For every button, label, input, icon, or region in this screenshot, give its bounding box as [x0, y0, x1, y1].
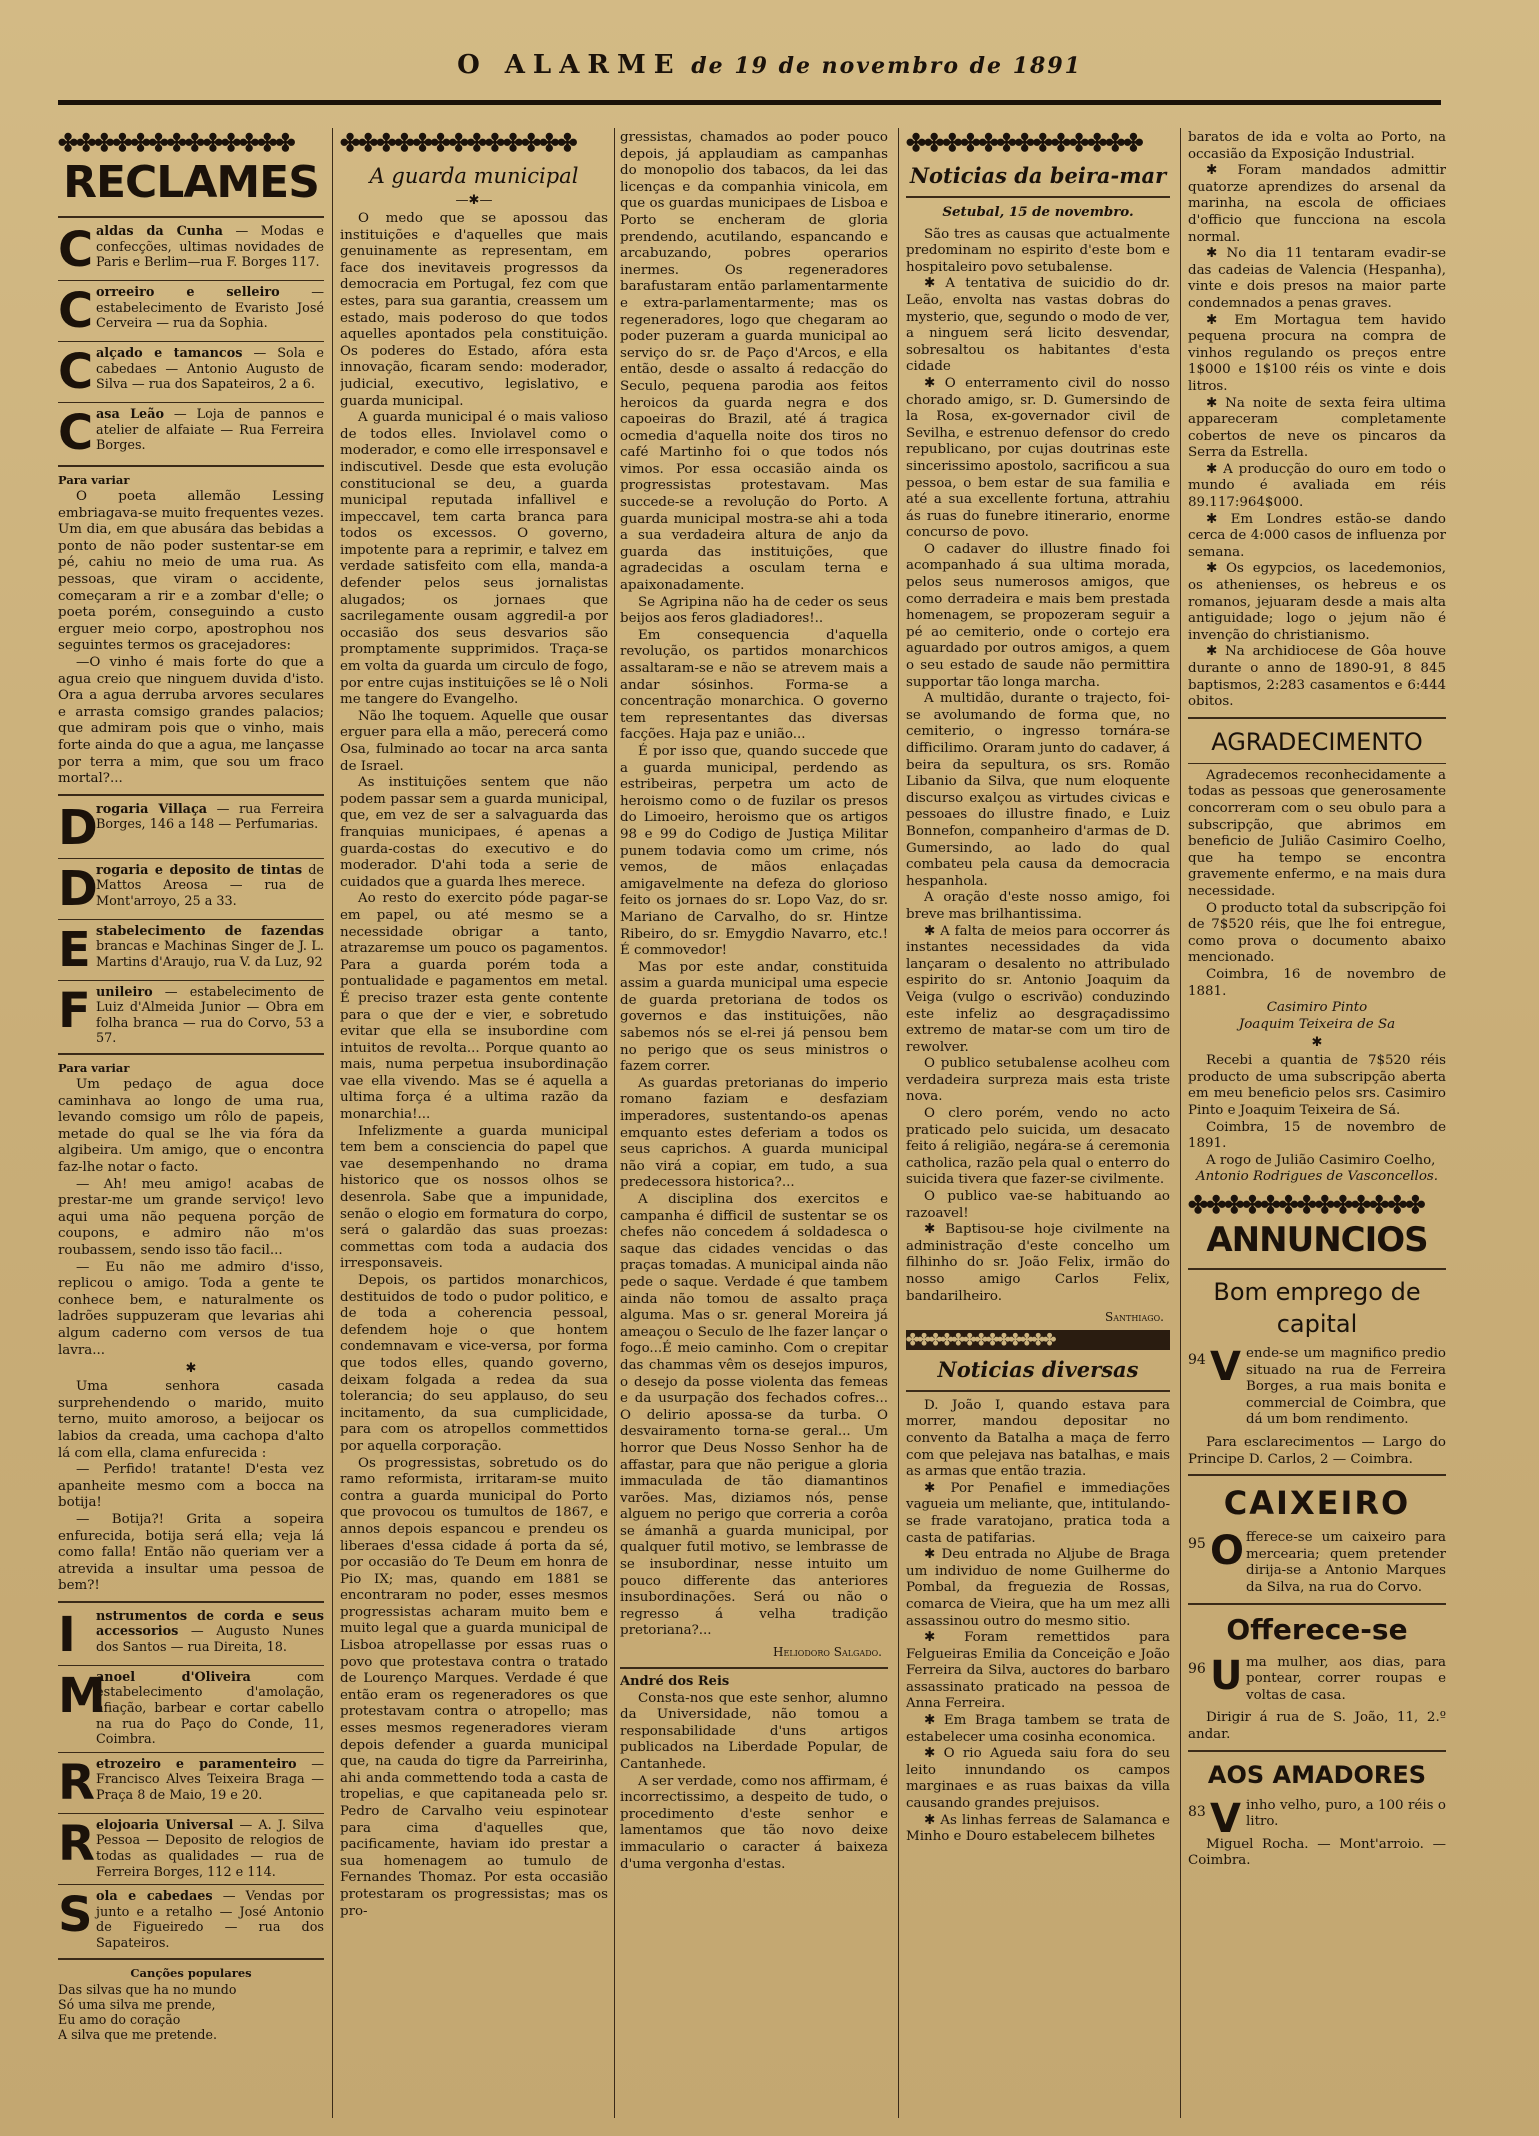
- andre-dos-reis-heading: André dos Reis: [620, 1673, 730, 1689]
- article-paragraph: O medo que se apossou das instituições e d'aquelles que mais genuinamente as representam, em face dos inevitaveis progressos da democracia em Portugal, fez com que estes, para sua garantia, creassem um estado, mais poderoso do que todos aquelles apontados pela constituição. Os poderes do Estado, afóra esta innovação, ficaram sendo: moderador, judicial, executivo, legislativo, e guarda municipal.: [340, 211, 608, 409]
- news-paragraph: ✱ Em Braga tambem se trata de estabelecer uma cosinha economica.: [906, 1713, 1170, 1745]
- masthead-date: de 19 de novembro de 1891: [691, 53, 1082, 79]
- article-paragraph: A guarda municipal é o mais valioso de todos elles. Inviolavel como o moderador, e como elle irresponsavel e indiscutivel. Desde que esta evolução constitucional se deu, a guarda municipal reputada infallivel e impeccavel, tem carta branca para todos os excessos. O governo, impotente para a reprimir, e talvez em verdade satisfeito com ella, manda-a defender pelos seus jornalistas alugados; os jornaes que sacrilegamente ousam aggredil-a por occasião dos seus desvarios são promptamente supprimidos. Traça-se em volta da guarda um circulo de fogo, por entre cujas instituições se lê o Noli me tangere do Evangelho.: [340, 410, 608, 708]
- ad-caldas-da-cunha: C aldas da Cunha — Modas e confecções, ultimas novidades de Paris e Berlim—rua F. Borges 117.: [58, 222, 324, 278]
- news-paragraph: A oração d'este nosso amigo, foi breve mas brilhantissima.: [906, 890, 1170, 922]
- article-paragraph: Depois, os partidos monarchicos, destituidos de todo o pudor politico, e de toda a coherencia pessoal, defendem hoje o que hontem condemnavam e vice-versa, por forma que todos elles, quando governo, deixam folgada a redea da sua tolerancia; do seu applauso, do seu incitamento, da sua cumplicidade, para com os atropellos commettidos por aquella corporação.: [340, 1273, 608, 1454]
- divider: [58, 402, 324, 403]
- classified-ad-predio: 94 V ende-se um magnifico predio situado na rua de Ferreira Borges, a rua mais bonita e commercial de Coimbra, que dá um bom rendimento.: [1188, 1344, 1446, 1428]
- column-rule: [332, 128, 333, 2118]
- news-paragraph: ✱ O enterramento civil do nosso chorado amigo, sr. D. Gumersindo de la Rosa, ex-governador civil de Sevilha, e estrenuo defensor do credo republicano, por cujas doutrinas este sincerissimo apostolo, sacrificou a sua pessoa, o bem estar de sua familia e até a sua excellente fortuna, attrahiu ás ruas do funebre itinerario, enorme concurso de povo.: [906, 375, 1170, 541]
- recibo-paragraph: Recebi a quantia de 7$520 réis producto de uma subscripção aberta em meu beneficio pelos srs. Casimiro Pinto e Joaquim Teixeira de Sá.: [1188, 1053, 1446, 1119]
- divider: [58, 980, 324, 981]
- ad-title-caixeiro: CAIXEIRO: [1223, 1484, 1411, 1523]
- ad-correeiro: C orreeiro e selleiro — estabelecimento de Evaristo José Cerveira — rua da Sophia.: [58, 283, 324, 339]
- news-paragraph: A multidão, durante o trajecto, foi-se avolumando de forma que, no cemiterio, o ingresso tornára-se difficilimo. Oraram junto do cadaver, á beira da sepultura, os srs. Romão Libanio da Silva, que num eloquente discurso exalçou as virtudes civicas e pessoaes do illustre finado, e Luiz Bonnefon, companheiro d'armas de D. Gumersindo, ao lado do qual combateu pela causa da democracia hespanhola.: [906, 691, 1170, 889]
- article-paragraph: Em consequencia d'aquella revolução, os partidos monarchicos assaltaram-se e não se atrevem mais a andar sósinhos. Forma-se a concentração monarchica. O governo tem representantes das diversas facções. Haja paz e união...: [620, 627, 888, 743]
- article-paragraph: gressistas, chamados ao poder pouco depois, já applaudiam as campanhas do monopolio dos tabacos, da lei das licenças e da companhia vinicola, em que os guardas municipaes de Lisboa e Porto se encheram de gloria prendendo, acutilando, espancando e arcabuzando, pobres operarios inermes. Os regeneradores barafustaram então parlamentarmente e extra-parlamentarmente; mas os regeneradores, logo que chegaram ao poder puzeram a guarda municipal ao serviço do sr. de Paço d'Arcos, e ella então, desde o assalto á redacção do Seculo, pequena parodia aos feitos heroicos da guarda negra e dos capoeiras do Brazil, até á tragica ocmedia d'aquella noite dos tiros no café Martinho foi o que todos nós vimos. Por essa occasião ainda os progressistas protestavam. Mas succede-se a revolução do Porto. A guarda municipal mostra-se ahi a toda a sua verdadeira altura de anjo da guarda das instituições, que agradecidas a osculam terna e apaixonadamente.: [620, 130, 888, 594]
- news-signature: Santhiago.: [1104, 1310, 1164, 1325]
- agradecimento-signature: Casimiro Pinto: [1266, 1000, 1368, 1016]
- article-paragraph: A ser verdade, como nos affirmam, é incorrectissimo, a despeito de tudo, o procedimento d'este senhor e lamentamos que tão novo deixe immaculario o caracter á baixeza d'uma vergonha d'estas.: [620, 1773, 888, 1872]
- verse-line: A silva que me pretende.: [58, 2026, 217, 2042]
- ad-casa-leao: C asa Leão — Loja de pannos e atelier de alfaiate — Rua Ferreira Borges.: [58, 405, 324, 461]
- classified-ad-caixeiro: 95 O fferece-se um caixeiro para mercearia; quem pretender dirija-se a Antonio Marques da Silva, na rua do Corvo.: [1188, 1528, 1446, 1595]
- classified-ad-contact: Miguel Rocha. — Mont'arroio. — Coimbra.: [1188, 1836, 1446, 1869]
- ad-relojoaria: R elojoaria Universal — A. J. Silva Pessoa — Deposito de relogios de todas as qualidades — rua de Ferreira Borges, 112 e 114.: [58, 1815, 324, 1880]
- section-title-beira-mar: Noticias da beira-mar: [909, 163, 1167, 188]
- ad-retrozeiro: R etrozeiro e paramenteiro — Francisco Alves Teixeira Braga — Praça 8 de Maio, 19 e 20.: [58, 1754, 324, 1811]
- news-paragraph: ✱ A tentativa de suicidio do dr. Leão, envolta nas vastas dobras do mysterio, que, segundo o modo de ver, a ninguem será licito desvendar, sobresaltou os habitantes d'esta cidade: [906, 276, 1170, 375]
- news-paragraph: baratos de ida e volta ao Porto, na occasião da Exposição Industrial.: [1188, 130, 1446, 162]
- news-paragraph: ✱ A producção do ouro em todo o mundo é avaliada em réis 89.117:964$000.: [1188, 461, 1446, 511]
- column-rule: [614, 128, 615, 2118]
- agradecimento-paragraph: Coimbra, 16 de novembro de 1881.: [1188, 966, 1446, 999]
- divider: [58, 1958, 324, 1960]
- classified-ad-contact: Dirigir á rua de S. João, 11, 2.º andar.: [1188, 1710, 1446, 1742]
- ad-instrumentos: I nstrumentos de corda e seus accessorios — Augusto Nunes dos Santos — rua Direita, 18.: [58, 1606, 324, 1663]
- divider: [58, 1665, 324, 1666]
- verse-line: Eu amo do coração: [58, 2011, 181, 2027]
- ad-drogaria-villaca: D rogaria Villaça — rua Ferreira Borges, 146 a 148 — Perfumarias.: [58, 799, 324, 856]
- article-paragraph: Mas por este andar, constituida assim a guarda municipal uma especie de guarda pretoriana de todos os governos e das instituições, não sabemos nós se el-rei já pensou bem no perigo que os seus ministros o fazem correr.: [620, 959, 888, 1075]
- news-paragraph: ✱ Na archidiocese de Gôa houve durante o anno de 1890-91, 8 845 baptismos, 2:283 casamentos e 6:444 obitos.: [1188, 644, 1446, 710]
- separator-star: ✱: [1311, 1035, 1323, 1051]
- agradecimento-signature: Joaquim Teixeira de Sa: [1238, 1016, 1396, 1032]
- article-signature: Heliodoro Salgado.: [773, 1645, 882, 1660]
- ornament-border: ✤✤✤✤✤✤✤✤✤✤✤✤✤: [58, 130, 294, 156]
- divider: [906, 196, 1170, 198]
- ornament-border: ✤✤✤✤✤✤✤✤✤✤✤✤✤: [340, 130, 576, 156]
- ad-title-bom-emprego: Bom emprego de capital: [1213, 1278, 1421, 1339]
- divider: [58, 794, 324, 796]
- divider: [1188, 1603, 1446, 1605]
- recibo-paragraph: Coimbra, 15 de novembro de 1891.: [1188, 1119, 1446, 1152]
- news-paragraph: ✱ Os egypcios, os lacedemonios, os athenienses, os hebreus e os romanos, jejuaram desde a mais alta antiguidade; logo o jejum não é invenção do christianismo.: [1188, 561, 1446, 643]
- column-reclames: [58, 130, 324, 2120]
- divider: [58, 1813, 324, 1814]
- ad-funileiro: F unileiro — estabelecimento de Luiz d'Almeida Junior — Obra em folha branca — rua do Corvo, 53 a 57.: [58, 982, 324, 1047]
- news-paragraph: O cadaver do illustre finado foi acompanhado á sua ultima morada, pelos seus numerosos amigos, que como derradeira e mais bem prestada homenagem, se propozeram seguir a pé ao cemiterio, onde o cortejo era aguardado por outros amigos, a quem o seu estado de saude não permittira supportar tão longa marcha.: [906, 541, 1170, 690]
- news-paragraph: ✱ Em Mortagua tem havido pequena procura na compra de vinhos regulando os preços entre 1$000 e 1$100 réis os vinte e dois litros.: [1188, 312, 1446, 394]
- agradecimento-paragraph: Agradecemos reconhecidamente a todas as pessoas que generosamente concorreram com o seu obulo para a subscripção, que abrimos em beneficio de Julião Casimiro Coelho, que ha tempo se encontra gravemente enfermo, e na mais dura necessidade.: [1188, 767, 1446, 899]
- masthead: [0, 50, 1539, 90]
- divider: [58, 465, 324, 467]
- divider: [58, 858, 324, 859]
- article-paragraph: As guardas pretorianas do imperio romano faziam e desfaziam imperadores, sustentando-os apenas emquanto estes deferiam a todos os seus caprichos. A guarda municipal não virá a copiar, em tudo, a sua predecessora historica?...: [620, 1075, 888, 1191]
- divider: [58, 919, 324, 920]
- divider: [58, 216, 324, 218]
- news-paragraph: ✱ Em Londres estão-se dando cerca de 4:000 casos de influenza por semana.: [1188, 511, 1446, 560]
- ad-title-offerece-se: Offerece-se: [1226, 1612, 1408, 1646]
- news-paragraph: ✱ Na noite de sexta feira ultima appareceram completamente cobertos de neve os pincaros da Serra da Estrella.: [1188, 395, 1446, 461]
- column-guarda-municipal: [340, 130, 608, 2120]
- article-title-guarda-municipal: A guarda municipal: [369, 164, 579, 188]
- songs-heading: Canções populares: [130, 1965, 252, 1980]
- section-title-diversas: Noticias diversas: [937, 1356, 1139, 1382]
- ornament-border: ✤✤✤✤✤✤✤✤✤✤✤✤✤: [906, 1330, 1170, 1350]
- story-paragraph: Um pedaço de agua doce caminhava ao longo de uma rua, levando comsigo um rôlo de papeis, metade do qual se lhe via fóra da algibeira. Um amigo, que o encontra faz-lhe notar o facto.: [58, 1077, 324, 1176]
- divider: [1188, 1268, 1446, 1270]
- story-paragraph: —O vinho é mais forte do que a agua creio que ninguem duvida d'isto. Ora a agua derruba arvores seculares e arrasta comsigo grandes palacios; que admiram pois que o vinho, mais forte ainda do que a agua, me lançasse por terra a mim, que sou um fraco mortal?...: [58, 654, 324, 787]
- article-paragraph: Os progressistas, sobretudo os do ramo reformista, irritaram-se muito contra a guarda municipal do Porto que provocou os tumultos de 1867, e annos depois espancou e prendeu os liberaes d'essa cidade á porta da sé, por occasião do Te Deum em honra de Pio IX; mas, quando em 1881 se encontraram no poder, esses mesmos progressistas acharam muito bem e muito legal que a guarda municipal de Lisboa atropellasse por essas ruas o povo que protestava contra o tratado de Lourenço Marques. Verdade é que então eram os regeneradores os que protestavam contra o atropello; mas esses mesmos regeneradores vieram depois defender a guarda municipal que, na cauda do tigre da Parreirinha, ahi anda commettendo toda a casta de tropelias, e que capitaneada pelo sr. Pedro de Carvalho veiu espinotear para cima d'aquelles que, pacificamente, haviam ido prestar a sua homenagem ao tumulo de Fernandes Thomaz. Por esta occasião protestaram os progressistas; mas os pro-: [340, 1455, 608, 1919]
- ad-sola-cabedaes: S ola e cabedaes — Vendas por junto e a retalho — José Antonio de Figueiredo — rua dos Sapateiros.: [58, 1887, 324, 1951]
- verse-line: Só uma silva me prende,: [58, 1996, 216, 2012]
- news-paragraph: O publico vae-se habituando ao razoavel!: [906, 1189, 1170, 1221]
- divider: [58, 1053, 324, 1055]
- story-paragraph: — Eu não me admiro d'isso, replicou o amigo. Toda a gente te conhece bem, e naturalmente os ladrões suppuzeram que levarias ahi algum caderno com versos de tua lavra...: [58, 1259, 324, 1358]
- ornament-border: ✤✤✤✤✤✤✤✤✤✤✤✤✤: [1188, 1192, 1424, 1219]
- story-paragraph: — Ah! meu amigo! acabas de prestar-me um grande serviço! levo aqui uma não pequena porção de coupons, e admiro não m'os roubassem, sendo isso tão facil...: [58, 1176, 324, 1258]
- news-paragraph: ✱ Baptisou-se hoje civilmente na administração d'este concelho um filhinho do sr. João Felix, irmão do nosso amigo Carlos Felix, bandarilheiro.: [906, 1222, 1170, 1304]
- divider: [1188, 717, 1446, 719]
- news-paragraph: O publico setubalense acolheu com verdadeira surpreza mais esta triste nova.: [906, 1056, 1170, 1105]
- divider: [1188, 1750, 1446, 1752]
- news-paragraph: ✱ No dia 11 tentaram evadir-se das cadeias de Valencia (Hespanha), vinte e dois presos na maior parte condemnados a penas graves.: [1188, 246, 1446, 311]
- news-paragraph: D. João I, quando estava para morrer, mandou depositar no convento da Batalha a maça de ferro com que pelejava nas batalhas, e mais as armas que então trazia.: [906, 1397, 1170, 1480]
- recibo-paragraph: A rogo de Julião Casimiro Coelho,: [1206, 1152, 1436, 1168]
- column-rule: [898, 128, 899, 2118]
- divider: [58, 1601, 324, 1603]
- article-paragraph: Ao resto do exercito póde pagar-se em papel, ou até mesmo se a necessidade obrigar a tanto, atrazaremse um pouco os pagamentos. Para a guarda porém toda a pontualidade e pagamentos em metal. É preciso trazer esta gente contente para o que der e vier, e sobretudo evitar que ella se insubordine com intuitos de revolta... Porque quanto ao mais, numa perpetua insubordinação vae ella vivendo. Mas se é aquella a ultima força é a ultima razão da monarchia!...: [340, 891, 608, 1123]
- divider: [620, 1667, 888, 1669]
- classified-ad-vinho: 83 V inho velho, puro, a 100 réis o litro.: [1188, 1795, 1446, 1842]
- article-paragraph: É por isso que, quando succede que a guarda municipal, perdendo as estribeiras, perpetra um acto de heroismo como o de fuzilar os presos do Limoeiro, heroismo que os artigos 98 e 99 do Codigo de Justiça Militar punem todavia como um crime, nós vemos, de mãos enlaçadas amigavelmente na defeza do glorioso feito os jornaes do sr. Lopo Vaz, do sr. Mariano de Carvalho, do sr. Hintze Ribeiro, do sr. Emygdio Navarro, etc.! É commovedor!: [620, 743, 888, 959]
- classified-ad-mulher: 96 U ma mulher, aos dias, para pontear, correr roupas e voltas de casa.: [1188, 1652, 1446, 1703]
- article-paragraph: Não lhe toquem. Aquelle que ousar erguer para ella a mão, perecerá como Osa, fulminado ao tocar na arca santa de Israel.: [340, 708, 608, 774]
- story-paragraph: — Perfido! tratante! D'esta vez apanheite mesmo com a bocca na botija!: [58, 1462, 324, 1511]
- masthead-name: O ALARME: [457, 50, 682, 80]
- divider: [58, 280, 324, 281]
- divider: [1188, 763, 1446, 764]
- news-paragraph: ✱ As linhas ferreas de Salamanca e Minho e Douro estabelecem bilhetes: [906, 1812, 1170, 1845]
- column-noticias: [906, 130, 1170, 2120]
- article-paragraph: Infelizmente a guarda municipal tem bem a consciencia do papel que vae desempenhando no drama historico que os nossos olhos se desenrola. Sabe que a impunidade, senão o elogio em formatura do corpo, será o galardão das suas proezas: commettas com toda a audacia dos irresponsaveis.: [340, 1123, 608, 1272]
- news-paragraph: ✱ Deu entrada no Aljube de Braga um individuo de nome Guilherme do Pombal, da freguezia de Rossas, comarca de Vieira, que ha um mez alli assassinou outro do mesmo sitio.: [906, 1547, 1170, 1629]
- divider: [906, 1390, 1170, 1392]
- classified-ad-contact: Para esclarecimentos — Largo do Principe D. Carlos, 2 — Coimbra.: [1188, 1435, 1446, 1467]
- para-variar-heading: Para variar: [58, 1061, 130, 1076]
- separator-star: —✱—: [455, 193, 493, 208]
- divider: [1188, 1474, 1446, 1476]
- story-paragraph: Uma senhora casada surprehendendo o marido, muito terno, muito amoroso, a beijocar os labios da creada, uma cachopa d'alto lá com ella, clama enfurecida :: [58, 1379, 324, 1461]
- divider: [58, 1884, 324, 1885]
- agradecimento-paragraph: O producto total da subscripção foi de 7$520 réis, que lhe foi entregue, como prova o documento abaixo mencionado.: [1188, 900, 1446, 966]
- separator-star: ✱: [185, 1361, 197, 1377]
- top-rule: [58, 100, 1441, 105]
- story-paragraph: O poeta allemão Lessing embriagava-se muito frequentes vezes. Um dia, em que abusára das bebidas a ponto de não poder sustentar-se em pé, cahiu no meio de uma rua. As pessoas, que viram o accidente, começaram a rir e a zombar d'elle; o poeta porém, conseguindo a custo erguer meio corpo, apostrophou nos seguintes termos os gracejadores:: [58, 489, 324, 654]
- column-annuncios: [1188, 130, 1446, 2120]
- ornament-border: ✤✤✤✤✤✤✤✤✤✤✤✤✤: [906, 130, 1142, 156]
- divider: [58, 341, 324, 342]
- agradecimento-title: AGRADECIMENTO: [1211, 727, 1423, 756]
- section-title-annuncios: ANNUNCIOS: [1206, 1220, 1428, 1261]
- article-paragraph: Se Agripina não ha de ceder os seus beijos aos feros gladiadores!..: [620, 594, 888, 627]
- article-paragraph: Consta-nos que este senhor, alumno da Universidade, não tomou a responsabilidade d'uns artigos publicados na Liberdade Popular, de Cantanhede.: [620, 1690, 888, 1772]
- news-paragraph: São tres as causas que actualmente predominam no espirito d'este bom e hospitaleiro povo setubalense.: [906, 226, 1170, 275]
- ad-calcado: C alçado e tamancos — Sola e cabedaes — Antonio Augusto de Silva — rua dos Sapateiros, 2 a 6.: [58, 344, 324, 400]
- ad-drogaria-tintas: D rogaria e deposito de tintas de Mattos Areosa — rua de Mont'arroyo, 25 a 33.: [58, 860, 324, 917]
- column-rule: [1180, 128, 1181, 2118]
- para-variar-heading: Para variar: [58, 473, 130, 487]
- news-paragraph: O clero porém, vendo no acto praticado pelo suicida, um desacato feito á religião, negára-se á ceremonia catholica, razão pela qual o enterro do suicida tivera que fazer-se civilmente.: [906, 1106, 1170, 1188]
- news-paragraph: ✱ O rio Agueda saiu fora do seu leito innundando os campos marginaes e as ruas baixas da villa causando grandes prejuisos.: [906, 1746, 1170, 1812]
- verse-line: Das silvas que ha no mundo: [58, 1981, 237, 1997]
- ad-estabelecimento-fazendas: E stabelecimento de fazendas brancas e Machinas Singer de J. L. Martins d'Araujo, rua V. da Luz, 92: [58, 921, 324, 978]
- news-paragraph: ✱ Foram remettidos para Felgueiras Emilia da Conceição e João Ferreira da Silva, auctores do barbaro assassinato praticado na pessoa de Anna Ferreira.: [906, 1630, 1170, 1712]
- ad-manoel-oliveira: M anoel d'Oliveira com estabelecimento d'amolação, afiação, barbear e cortar cabello na rua do Paço do Conde, 11, Coimbra.: [58, 1667, 324, 1748]
- dateline: Setubal, 15 de novembro.: [942, 204, 1134, 220]
- column-guarda-continued: [620, 130, 888, 2120]
- news-paragraph: ✱ A falta de meios para occorrer ás instantes necessidades da vida lançaram o desalento no attribulado espirito do sr. Antonio Joaquim da Veiga (vulgo o escrivão) conduzindo este infeliz ao desgraçadissimo extremo de matar-se com um tiro de rewolver.: [906, 923, 1170, 1055]
- news-paragraph: ✱ Por Penafiel e immediações vagueia um meliante, que, intitulando-se frade varatojano, pratica toda a casta de patifarias.: [906, 1480, 1170, 1546]
- story-paragraph: — Botija?! Grita a sopeira enfurecida, botija será ella; veja lá como falla! Então não queriam ver a atrevida a insultar uma pessoa de bem?!: [58, 1511, 324, 1594]
- article-paragraph: As instituições sentem que não podem passar sem a guarda municipal, que, em vez de ser a salvaguarda das franquias municipaes, é apenas a guarda-costas do executivo e do moderador. D'ahi toda a serie de cuidados que a guarda lhes merece.: [340, 775, 608, 890]
- section-title-reclames: RECLAMES: [63, 157, 319, 208]
- news-paragraph: ✱ Foram mandados admittir quatorze aprendizes do arsenal da marinha, na escola de officiaes d'officio que funcciona na escola normal.: [1188, 163, 1446, 245]
- ad-title-aos-amadores: AOS AMADORES: [1207, 1760, 1427, 1789]
- recibo-signature: Antonio Rodrigues de Vasconcellos.: [1195, 1169, 1439, 1185]
- article-paragraph: A disciplina dos exercitos e campanha é difficil de sustentar se os chefes não concedem á soldadesca o saque das cidades vencidas o das praças tomadas. A municipal ainda não pede o saque. Verdade é que tambem ainda não tomou de assalto praça alguma. Mas o sr. general Moreira já ameaçou o Seculo de lhe fazer lançar o fogo...É meio caminho. Com o crepitar das chammas vêm os desejos impuros, o desejo da posse violenta das femeas e da usurpação dos fechados cofres... O delirio apossa-se da turba. O desvairamento torna-se geral... Um horror que Deus Nosso Senhor ha de affastar, para que não perigue a gloria immaculada de tão diamantinos varões. Mas, diziamos nós, pense alguem no perigo que correria a corôa se ámanhã a guarda municipal, por qualquer futil motivo, se lembrasse de se insubordinar, nesse intuito um pouco differente das anteriores insubordinações. Será ou não o regresso á velha tradição pretoriana?...: [620, 1192, 888, 1639]
- divider: [58, 1752, 324, 1753]
